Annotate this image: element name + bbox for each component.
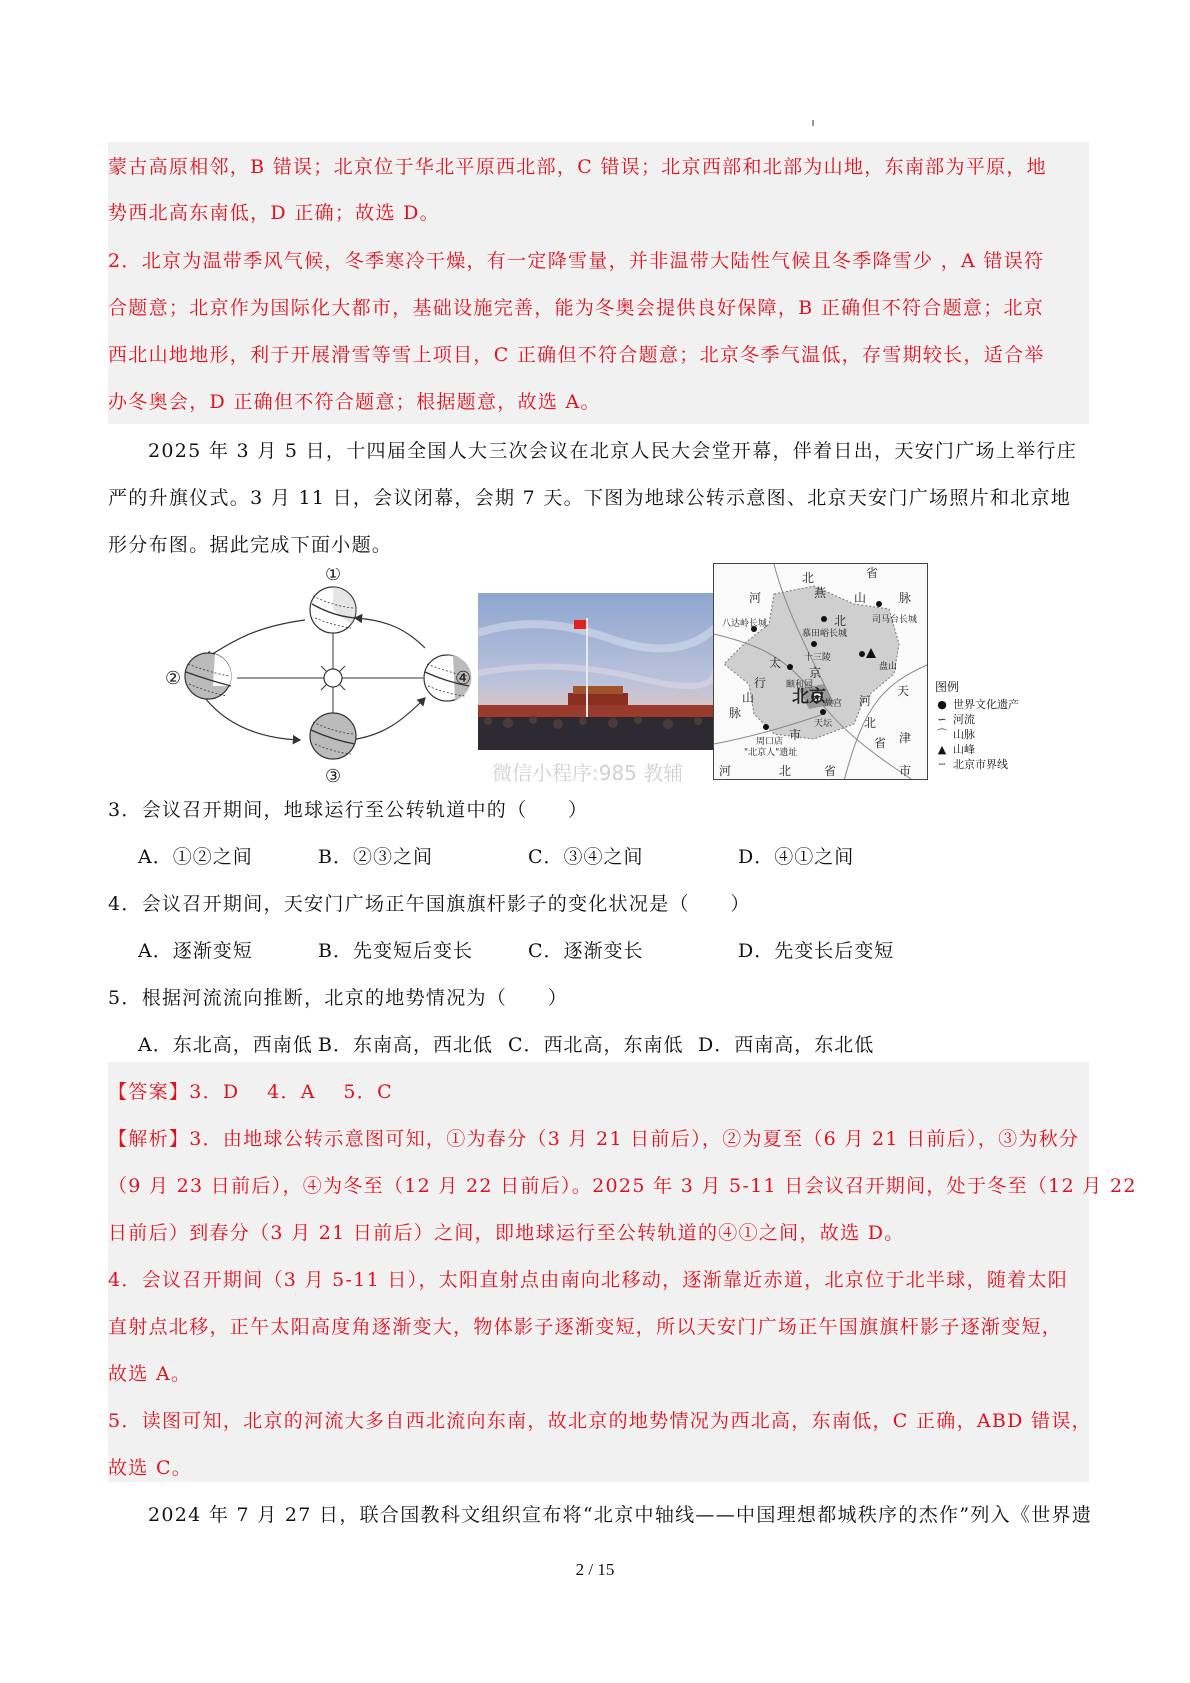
scan-mark — [812, 120, 814, 126]
question-4-stem: 4．会议召开期间，天安门广场正午国旗旗杆影子的变化状况是（ ） — [108, 893, 751, 915]
analysis-label: 【解析】 — [108, 1128, 190, 1150]
question-5-option-c: C．西北高，东南低 — [508, 1034, 684, 1056]
map-label: 盘山 — [879, 662, 898, 672]
question-5-option-a: A．东北高，西南低 — [138, 1034, 313, 1056]
analysis-line: 故选 A。 — [108, 1363, 192, 1385]
page-number: 2 / 15 — [575, 1560, 615, 1579]
map-label: 北 — [802, 571, 815, 585]
dot-icon: ● — [937, 698, 947, 711]
analysis-line: 5．读图可知，北京的河流大多自西北流向东南，故北京的地势情况为西北高，东南低，C 正确，ABD 错误， — [108, 1410, 1092, 1432]
legend-item: ┄ 北京市界线 — [935, 757, 1019, 772]
explanation-line: 西北山地地形，利于开展滑雪等雪上项目，C 正确但不符合题意；北京冬季气温低，存雪期较长，适合举 — [108, 344, 1045, 366]
analysis-line: 4．会议召开期间（3 月 5-11 日），太阳直射点由南向北移动，逐渐靠近赤道，北京位于北半球，随着太阳 — [108, 1269, 1069, 1291]
map-label: 省 — [866, 566, 879, 580]
map-label: 司马台长城 — [872, 615, 918, 625]
answer-line — [108, 1079, 393, 1105]
earth-orbit-diagram — [155, 568, 475, 788]
map-label: 市 — [789, 728, 802, 742]
map-label: 天坛 — [814, 719, 833, 729]
passage-line: 2025 年 3 月 5 日，十四届全国人大三次会议在北京人民大会堂开幕，伴着日出，天安门广场上举行庄 — [148, 440, 1078, 462]
analysis-line: 故选 C。 — [108, 1457, 193, 1479]
orbit-label-1: ① — [325, 568, 342, 585]
map-label: 北 — [779, 764, 792, 778]
passage-line: 形分布图。据此完成下面小题。 — [108, 534, 393, 556]
map-label: 北 — [834, 614, 847, 628]
map-label: 十三陵 — [804, 653, 832, 663]
explanation-line: 势西北高东南低，D 正确；故选 D。 — [108, 202, 440, 224]
map-legend — [935, 680, 1019, 772]
legend-item: ⌒ 山脉 — [936, 728, 975, 741]
legend-item: ∽ 河流 — [935, 712, 1019, 727]
map-label: 燕 — [814, 586, 827, 600]
globe-2 — [185, 653, 231, 699]
question-4-option-c: C．逐渐变长 — [528, 940, 644, 962]
map-label: 八达岭长城 — [722, 619, 768, 629]
map-label: 河 — [749, 591, 762, 605]
map-label: 颐和园 — [786, 680, 814, 690]
map-label: 省 — [824, 764, 837, 778]
triangle-icon: ▲ — [937, 743, 947, 756]
map-label: "北京人"遗址 — [744, 748, 798, 758]
legend-item: ● 世界文化遗产 — [935, 697, 1019, 712]
map-label: 北 — [864, 716, 877, 730]
map-label: 慕田峪长城 — [802, 629, 848, 639]
next-passage-line: 2024 年 7 月 27 日，联合国教科文组织宣布将“北京中轴线——中国理想都城秩序的杰作”列入《世界遗 — [148, 1504, 1093, 1526]
analysis-line: 日前后）到春分（3 月 21 日前后）之间，即地球运行至公转轨道的④①之间，故选 D。 — [108, 1222, 905, 1244]
globe-1 — [310, 587, 356, 633]
question-4-option-b: B．先变短后变长 — [318, 940, 473, 962]
map-label: 山 — [742, 691, 755, 705]
watermark: 微信小程序:985 教辅 — [492, 761, 684, 785]
map-label: 脉 — [729, 706, 742, 720]
question-3-stem: 3．会议召开期间，地球运行至公转轨道中的（ ） — [108, 799, 589, 821]
explanation-line: 办冬奥会，D 正确但不符合题意；根据题意，故选 A。 — [108, 391, 601, 413]
map-label: 津 — [899, 731, 912, 745]
analysis-line: 【解析】3．由地球公转示意图可知，①为春分（3 月 21 日前后），②为夏至（6 月 21 日前后），③为秋分 — [108, 1128, 1080, 1150]
map-label: 河 — [719, 764, 732, 778]
map-label: 京 — [809, 666, 822, 680]
river-icon: ∽ — [937, 713, 947, 726]
orbit-label-3: ③ — [325, 766, 342, 787]
analysis-line: （9 月 23 日前后），④为冬至（12 月 22 日前后）。2025 年 3 月 5-11 日会议召开期间，处于冬至（12 月 22 — [108, 1175, 1137, 1197]
answer-label: 【答案】 — [108, 1081, 190, 1103]
legend-item: ▲ 山峰 — [935, 742, 1019, 757]
beijing-terrain-map — [713, 563, 928, 780]
map-label: 山 — [854, 591, 867, 605]
map-label: 周口店 — [756, 737, 784, 747]
question-3-option-a: A．①②之间 — [138, 846, 253, 868]
globe-3 — [310, 713, 356, 759]
question-3-option-b: B．②③之间 — [318, 846, 433, 868]
passage-line: 严的升旗仪式。3 月 11 日，会议闭幕，会期 7 天。下图为地球公转示意图、北京天安门广场照片和北京地 — [108, 487, 1072, 509]
orbit-label-2: ② — [165, 668, 182, 689]
question-4-option-d: D．先变长后变短 — [738, 940, 895, 962]
dotted-line-icon: ┄ — [938, 758, 946, 771]
question-5-option-b: B．东南高，西北低 — [318, 1034, 493, 1056]
map-label: 河 — [859, 694, 872, 708]
map-label: 省 — [874, 736, 887, 750]
mountain-icon: ⌒ — [936, 728, 948, 741]
map-label: 市 — [899, 764, 912, 778]
map-label-beijing: 北京 — [792, 687, 826, 707]
question-3-option-c: C．③④之间 — [528, 846, 644, 868]
previous-explanation-block — [108, 142, 1089, 424]
map-label: 故宫 — [824, 699, 843, 709]
map-label: 脉 — [899, 591, 912, 605]
explanation-line: 2．北京为温带季风气候，冬季寒冷干燥，有一定降雪量，并非温带大陆性气候且冬季降雪少 ，A 错误符 — [108, 250, 1045, 272]
question-5-option-d: D．西南高，东北低 — [698, 1034, 875, 1056]
legend-title: 图例 — [935, 680, 960, 694]
question-4-option-a: A．逐渐变短 — [138, 940, 253, 962]
map-label: 行 — [754, 676, 767, 690]
orbit-label-4: ④ — [455, 668, 472, 689]
answer-text: 3．D 4．A 5．C — [189, 1081, 393, 1103]
explanation-line: 合题意；北京作为国际化大都市，基础设施完善，能为冬奥会提供良好保障，B 正确但不符合题意；北京 — [108, 297, 1045, 319]
tiananmen-square-photo — [478, 593, 715, 750]
map-label: 天 — [897, 684, 910, 698]
map-label: 太 — [769, 656, 782, 670]
question-5-stem: 5．根据河流流向推断，北京的地势情况为（ ） — [108, 987, 568, 1009]
question-3-option-d: D．④①之间 — [738, 846, 855, 868]
explanation-line: 蒙古高原相邻，B 错误；北京位于华北平原西北部，C 错误；北京西部和北部为山地，东南部为平原，地 — [108, 156, 1047, 178]
analysis-line: 直射点北移，正午太阳高度角逐渐变大，物体影子逐渐变短，所以天安门广场正午国旗旗杆影子逐渐变短， — [108, 1316, 1063, 1338]
